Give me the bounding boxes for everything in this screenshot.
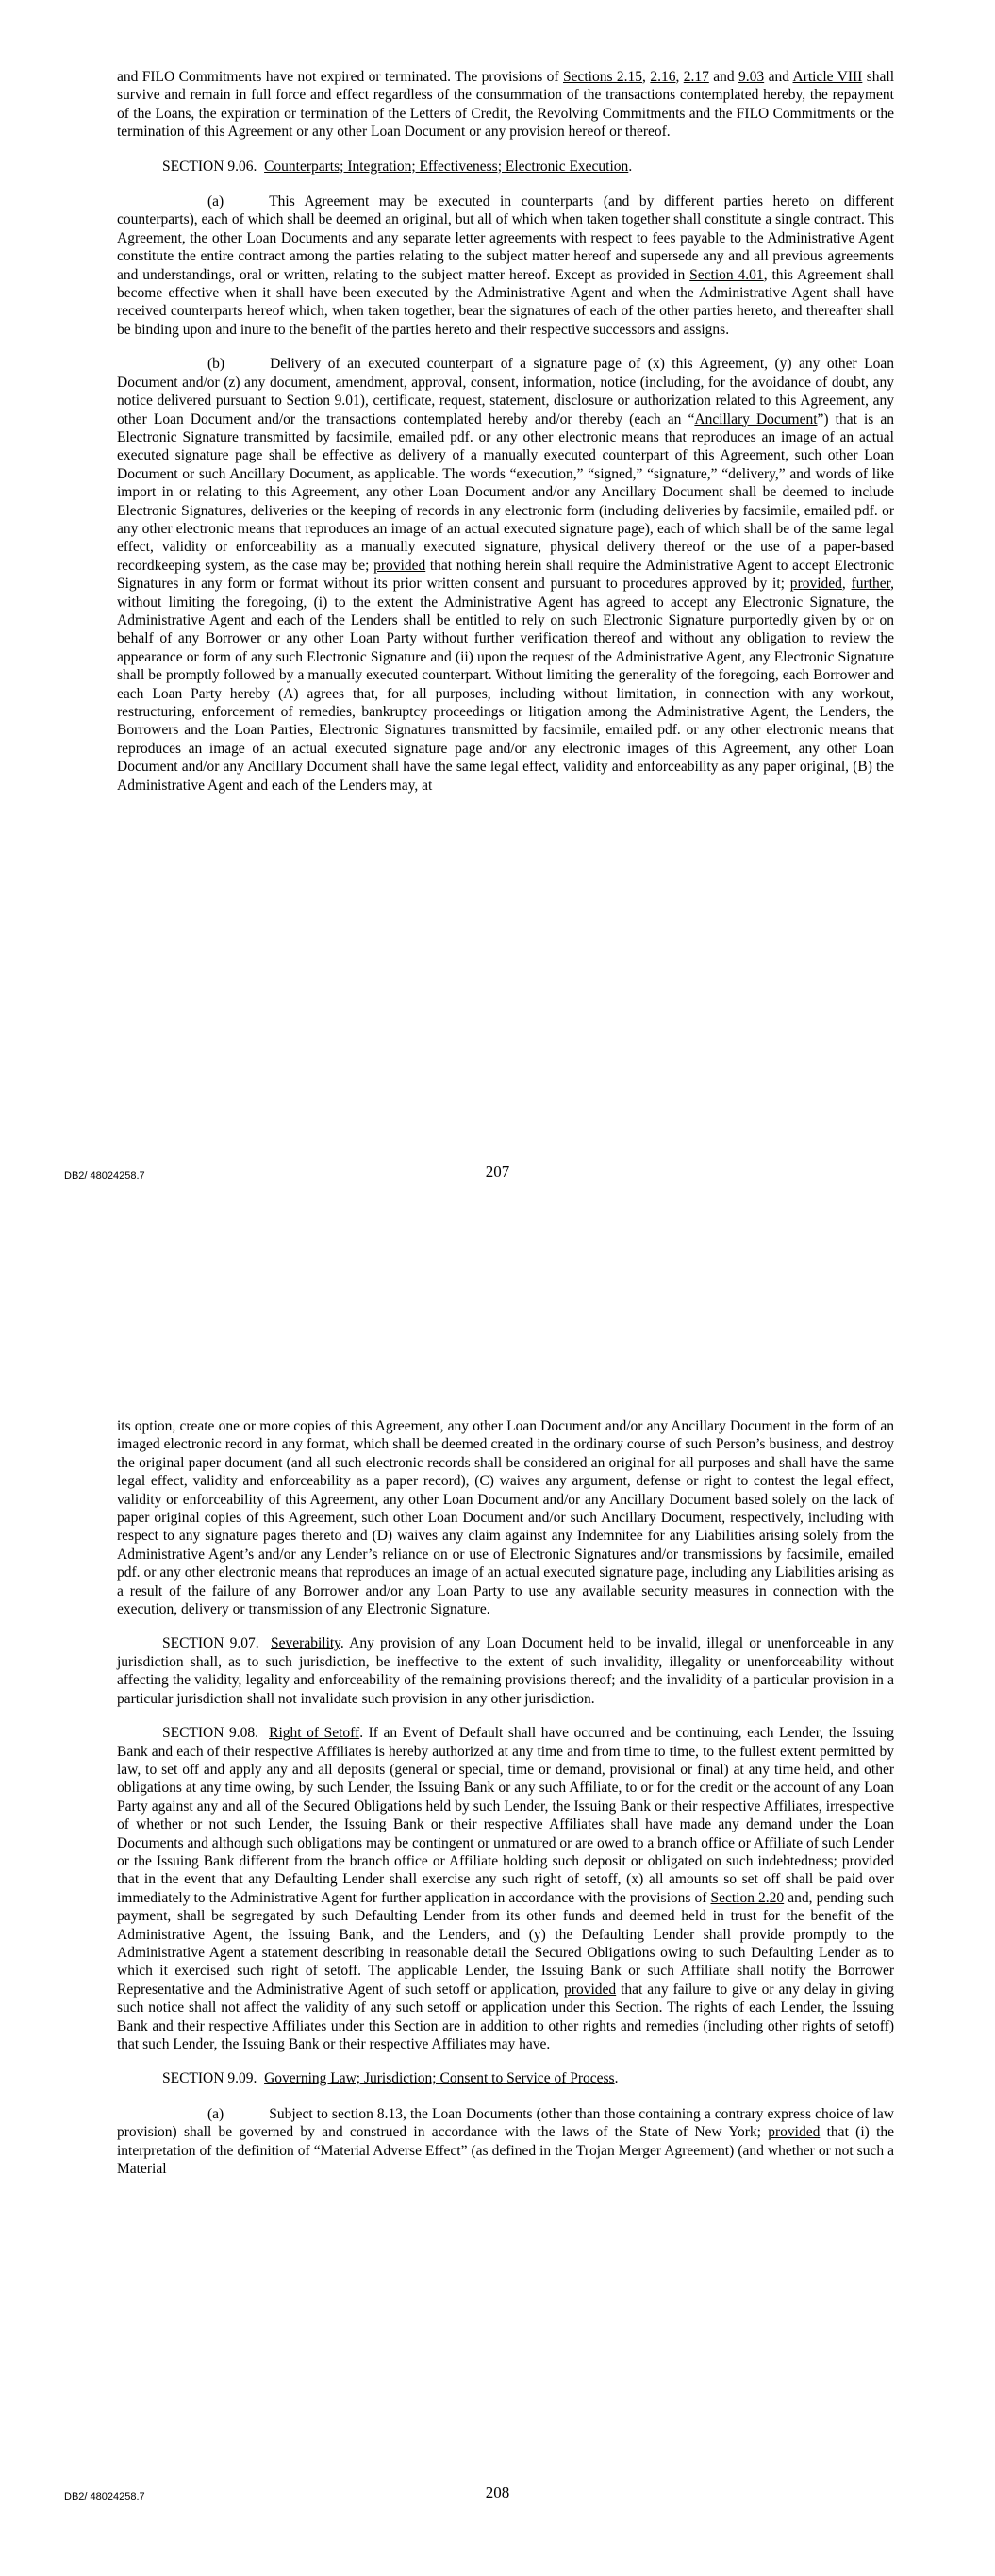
page-208 — [0, 1312, 995, 2576]
link-section-9-03: 9.03 — [738, 69, 765, 85]
paragraph-9-06-a — [117, 192, 894, 339]
text: , — [675, 69, 684, 85]
text: . If an Event of Default shall have occurred and be continuing, each Lender, the Issuing Bank and each of their respective Affiliates is hereby authorized at any time and from time to time, to the fullest extent permitted by law, to set off and apply any and all deposits (general or special, time or demand, provisional or final) at any time held, and other obligations at any time owing, by such Lender, the Issuing Bank or any such Affiliate, to or for the credit or the account of any Loan Party against any and all of the Secured Obligations held by such Lender, the Issuing Bank or their respective Affiliates, irrespective of whether or not such Lender, the Issuing Bank or their respective Affiliates shall have made any demand under the Loan Documents and although such obligations may be contingent or unmatured or are owed to a branch office or Affiliate of such Lender or the Issuing Bank different from the branch office or Affiliate holding such deposit or obligated on such indebtedness; provided that in the event that any Defaulting Lender shall exercise any such right of setoff, (x) all amounts so set off shall be paid over immediately to the Administrative Agent for further application in accordance with the provisions of — [117, 1725, 894, 1906]
page-number: 208 — [485, 2484, 510, 2501]
text: shall survive and remain in full force and effect regardless of the consummation of the transactions contemplated hereby, the repayment of the Loans, the expiration or termination of the Letters of Credit, the Revolving Commitments and the FILO Commitments or the termination of this Agreement or any other Loan Document or any provision hereof or thereof. — [117, 69, 895, 141]
document-id: DB2/ 48024258.7 — [64, 2491, 145, 2502]
paragraph-label: (b) — [207, 356, 225, 373]
text: , — [841, 576, 852, 593]
text: and — [764, 69, 793, 85]
section-number: SECTION 9.09. — [162, 2070, 257, 2087]
text: Subject to section 8.13, the Loan Documents (other than those containing a contrary express choice of law provision) shall be governed by and construed in accordance with the laws of the State of New York; — [117, 2105, 894, 2141]
term-provided: provided — [768, 2124, 821, 2141]
text: that (i) the interpretation of the definition of “Material Adverse Effect” (as defined in the Trojan Merger Agreement) (and whether or not such a Material — [117, 2124, 895, 2178]
section-9-06-heading — [117, 158, 894, 176]
text: , — [642, 69, 651, 85]
text: and FILO Commitments have not expired or terminated. The provisions of — [117, 69, 563, 85]
text: and — [708, 69, 739, 85]
section-9-07 — [117, 1634, 894, 1708]
link-article-viii: Article VIII — [792, 69, 863, 85]
text: . — [628, 158, 633, 175]
link-section-2-15: Sections 2.15 — [562, 69, 643, 85]
defined-term-ancillary-document: Ancillary Document — [694, 410, 818, 427]
text: . — [614, 2070, 619, 2087]
paragraph-9-06-b-continuation: its option, create one or more copies of this Agreement, any other Loan Document and/or any Ancillary Document in the form of an imaged electronic record in any format, which shall be deemed created in the ordinary course of such Person’s business, and destroy the original paper document (and all such electronic records shall be considered an original for all purposes and shall have the same legal effect, validity and enforceability as a paper record), (C) waives any argument, defense or right to contest the legal effect, validity or enforceability of this Agreement, any other Loan Document and/or any Ancillary Document based solely on the lack of paper original copies of this Agreement, such other Loan Document and/or such Ancillary Document, respectively, including with respect to any signature pages thereto and (D) waives any claim against any Indemnitee for any Liabilities arising solely from the Administrative Agent’s and/or any Lender’s reliance on or use of Electronic Signatures and/or transmissions by facsimile, emailed pdf. or any other electronic means that reproduces an image of an actual executed signature page, including any Liabilities arising as a result of the failure of any Borrower and/or any Loan Party to use any available security measures in connection with the execution, delivery or transmission of any Electronic Signature. — [117, 1418, 894, 1618]
page-number: 207 — [485, 1163, 510, 1180]
text: Delivery of an executed counterpart of a signature page of (x) this Agreement, (y) any other Loan Document and/or (z) any document, amendment, approval, consent, information, notice (including, for the avoidance of doubt, any notice delivered pursuant to Section 9.01), certificate, request, statement, disclosure or authorization related to this Agreement, any other Loan Document and/or the transactions contemplated hereby and/or thereby (each an “ — [117, 356, 894, 427]
section-title: Governing Law; Jurisdiction; Consent to Service of Process — [264, 2070, 615, 2087]
text: and, pending such payment, shall be segregated by such Defaulting Lender from its other funds and deemed held in trust for the benefit of the Administrative Agent, the Issuing Bank, and the Lenders, and (y) the Defaulting Lender shall provide promptly to the Administrative Agent a statement describing in reasonable detail the Secured Obligations owing to such Defaulting Lender as to which it exercised such right of setoff. The applicable Lender, the Issuing Bank or such Affiliate shall notify the Borrower Representative and the Administrative Agent of such setoff or application, — [117, 1889, 894, 1998]
link-section-4-01: Section 4.01 — [689, 266, 764, 283]
paragraph-label: (a) — [207, 193, 224, 210]
text: This Agreement may be executed in counterparts (and by different parties hereto on different counterparts), each of which shall be deemed an original, but all of which when taken together shall constitute a single contract. This Agreement, the other Loan Documents and any separate letter agreements with respect to fees payable to the Administrative Agent constitute the entire contract among the parties relating to the subject matter hereof and supersede any and all previous agreements and understandings, oral or written, relating to the subject matter hereof. Except as provided in — [117, 193, 894, 283]
page-208-body — [117, 1417, 894, 2194]
section-number: SECTION 9.06. — [162, 158, 257, 175]
section-9-08 — [117, 1724, 894, 2053]
paragraph-survival-continuation — [117, 68, 894, 142]
term-further: further — [851, 576, 891, 593]
term-provided: provided — [564, 1981, 617, 1998]
text: . Any provision of any Loan Document held to be invalid, illegal or unenforceable in any jurisdiction shall, as to such jurisdiction, be ineffective to the extent of such invalidity, illegality or unenforceability without affecting the validity, legality and enforceability of the remaining provisions thereof; and the invalidity of a particular provision in a particular jurisdiction shall not invalidate such provision in any other jurisdiction. — [117, 1635, 894, 1707]
link-section-2-20: Section 2.20 — [710, 1889, 785, 1906]
term-provided: provided — [373, 557, 426, 574]
section-9-09-heading — [117, 2069, 894, 2087]
paragraph-9-06-b — [117, 355, 894, 795]
text: that any failure to give or any delay in giving such notice shall not affect the validity of any such setoff or application under this Section. The rights of each Lender, the Issuing Bank and their respective Affiliates under this Section are in addition to other rights and remedies (including other rights of setoff) that such Lender, the Issuing Bank or their respective Affiliates may have. — [117, 1981, 894, 2052]
page-207 — [0, 0, 995, 1246]
section-number: SECTION 9.08. — [162, 1725, 258, 1742]
term-provided: provided — [789, 576, 842, 593]
text: ”) that is an Electronic Signature transmitted by facsimile, emailed pdf. or any other electronic means that reproduces an image of an actual executed signature page shall be effective as delivery of a manually executed counterpart of this Agreement, such other Loan Document or such Ancillary Document, as applicable. The words “execution,” “signed,” “signature,” “delivery,” and words of like import in or relating to this Agreement, any other Loan Document and/or any Ancillary Document shall be deemed to include Electronic Signatures, deliveries or the keeping of records in any electronic form (including deliveries by facsimile, emailed pdf. or any other electronic means that reproduces an image of an actual executed signature page), each of which shall be of the same legal effect, validity or enforceability as a manually executed signature, physical delivery thereof or the use of a paper-based recordkeeping system, as the case may be; — [117, 410, 894, 574]
section-title: Severability — [271, 1635, 340, 1652]
text: , this Agreement shall become effective when it shall have been executed by the Administrative Agent and when the Administrative Agent shall have received counterparts hereof which, when taken together, bear the signatures of each of the other parties hereto, and thereafter shall be binding upon and inure to the benefit of the parties hereto and their respective successors and assigns. — [117, 266, 895, 338]
text: that nothing herein shall require the Administrative Agent to accept Electronic Signatures in any form or format without its prior written consent and pursuant to procedures approved by it; — [117, 557, 894, 593]
section-number: SECTION 9.07. — [162, 1635, 259, 1652]
paragraph-label: (a) — [207, 2105, 224, 2122]
text: , without limiting the foregoing, (i) to the extent the Administrative Agent has agreed to accept any Electronic Signature, the Administrative Agent and each of the Lenders shall be entitled to rely on such Electronic Signature purportedly given by or on behalf of any Borrower or any other Loan Party without further verification thereof and without any obligation to review the appearance or form of any such Electronic Signature and (ii) upon the request of the Administrative Agent, any Electronic Signature shall be promptly followed by a manually executed counterpart. Without limiting the generality of the foregoing, each Borrower and each Loan Party hereby (A) agrees that, for all purposes, including without limitation, in connection with any workout, restructuring, enforcement of remedies, bankruptcy proceedings or litigation among the Administrative Agent, the Lenders, the Borrowers and the Loan Parties, Electronic Signatures transmitted by facsimile, emailed pdf. or any other electronic means that reproduces an image of an actual executed signature page and/or any electronic images of this Agreement, any other Loan Document and/or any Ancillary Document shall have the same legal effect, validity and enforceability as any paper original, (B) the Administrative Agent and each of the Lenders may, at — [117, 576, 894, 794]
link-section-2-16: 2.16 — [650, 69, 676, 85]
section-title: Right of Setoff — [269, 1725, 360, 1742]
document-id: DB2/ 48024258.7 — [64, 1170, 145, 1181]
page-207-body — [117, 68, 894, 811]
link-section-2-17: 2.17 — [683, 69, 709, 85]
paragraph-9-09-a — [117, 2105, 894, 2179]
section-title: Counterparts; Integration; Effectiveness; Electronic Execution — [264, 158, 629, 175]
